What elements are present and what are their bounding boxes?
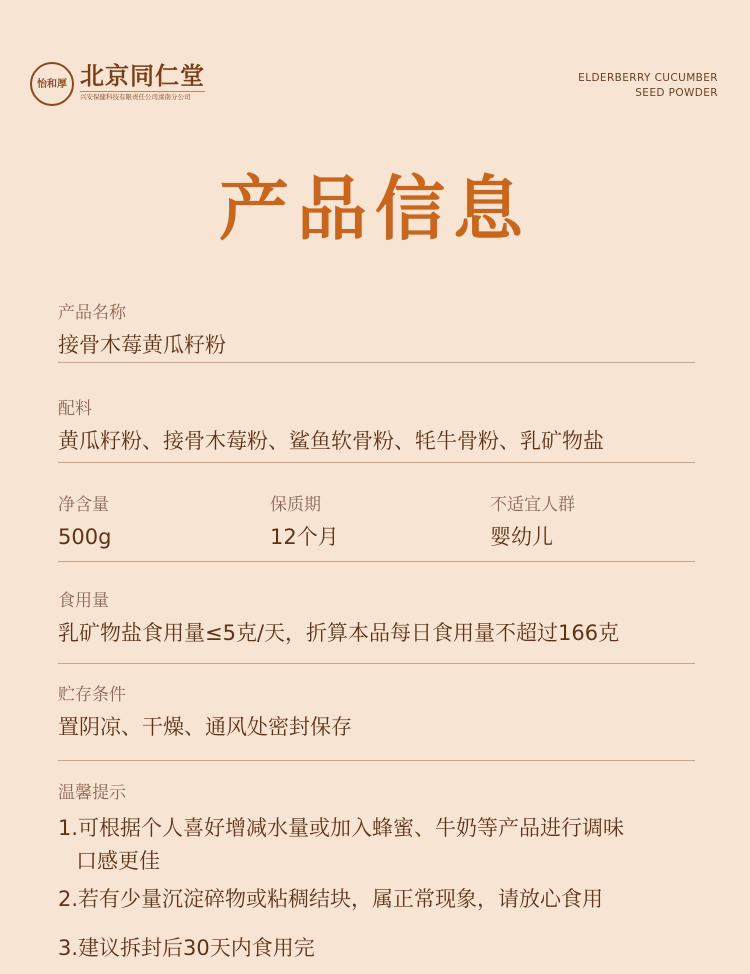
brand-name: 北京同仁堂 <box>80 61 205 90</box>
section-storage <box>58 684 695 761</box>
tip-item-1: 1.可根据个人喜好增减水量或加入蜂蜜、牛奶等产品进行调味 口感更佳 <box>58 816 625 873</box>
section-value: 接骨木莓黄瓜籽粉 <box>58 333 226 357</box>
english-product-title: ELDERBERRY CUCUMBER SEED POWDER <box>578 72 718 99</box>
section-value: 置阴凉、干燥、通风处密封保存 <box>58 715 352 739</box>
section-ingredients <box>58 398 695 463</box>
section-label: 食用量 <box>58 591 109 611</box>
section-value: 黄瓜籽粉、接骨木莓粉、鲨鱼软骨粉、牦牛骨粉、乳矿物盐 <box>58 429 604 453</box>
brand-seal: 怡和厚 <box>30 62 74 106</box>
section-label: 贮存条件 <box>58 685 126 705</box>
tip-item-3: 3.建议拆封后30天内食用完 <box>58 936 315 960</box>
spec-shelf-life: 保质期 12个月 <box>270 495 339 549</box>
spec-net-content: 净含量 500g <box>58 495 112 549</box>
section-specs <box>58 494 695 562</box>
section-dosage <box>58 590 695 664</box>
brand-subtitle: 兴安保健科技有限责任公司滦南分公司 <box>80 91 205 102</box>
section-label: 产品名称 <box>58 303 126 323</box>
section-tips <box>58 782 708 965</box>
section-label: 配料 <box>58 399 92 419</box>
brand-logo <box>30 62 205 106</box>
page-title: 产品信息 <box>219 168 531 250</box>
section-value: 乳矿物盐食用量≤5克/天，折算本品每日食用量不超过166克 <box>58 621 620 645</box>
section-product-name <box>58 302 695 363</box>
tip-item-2: 2.若有少量沉淀碎物或粘稠结块，属正常现象，请放心食用 <box>58 887 604 911</box>
spec-unsuitable-group: 不适宜人群 婴幼儿 <box>490 495 575 549</box>
tips-label: 温馨提示 <box>58 783 126 803</box>
